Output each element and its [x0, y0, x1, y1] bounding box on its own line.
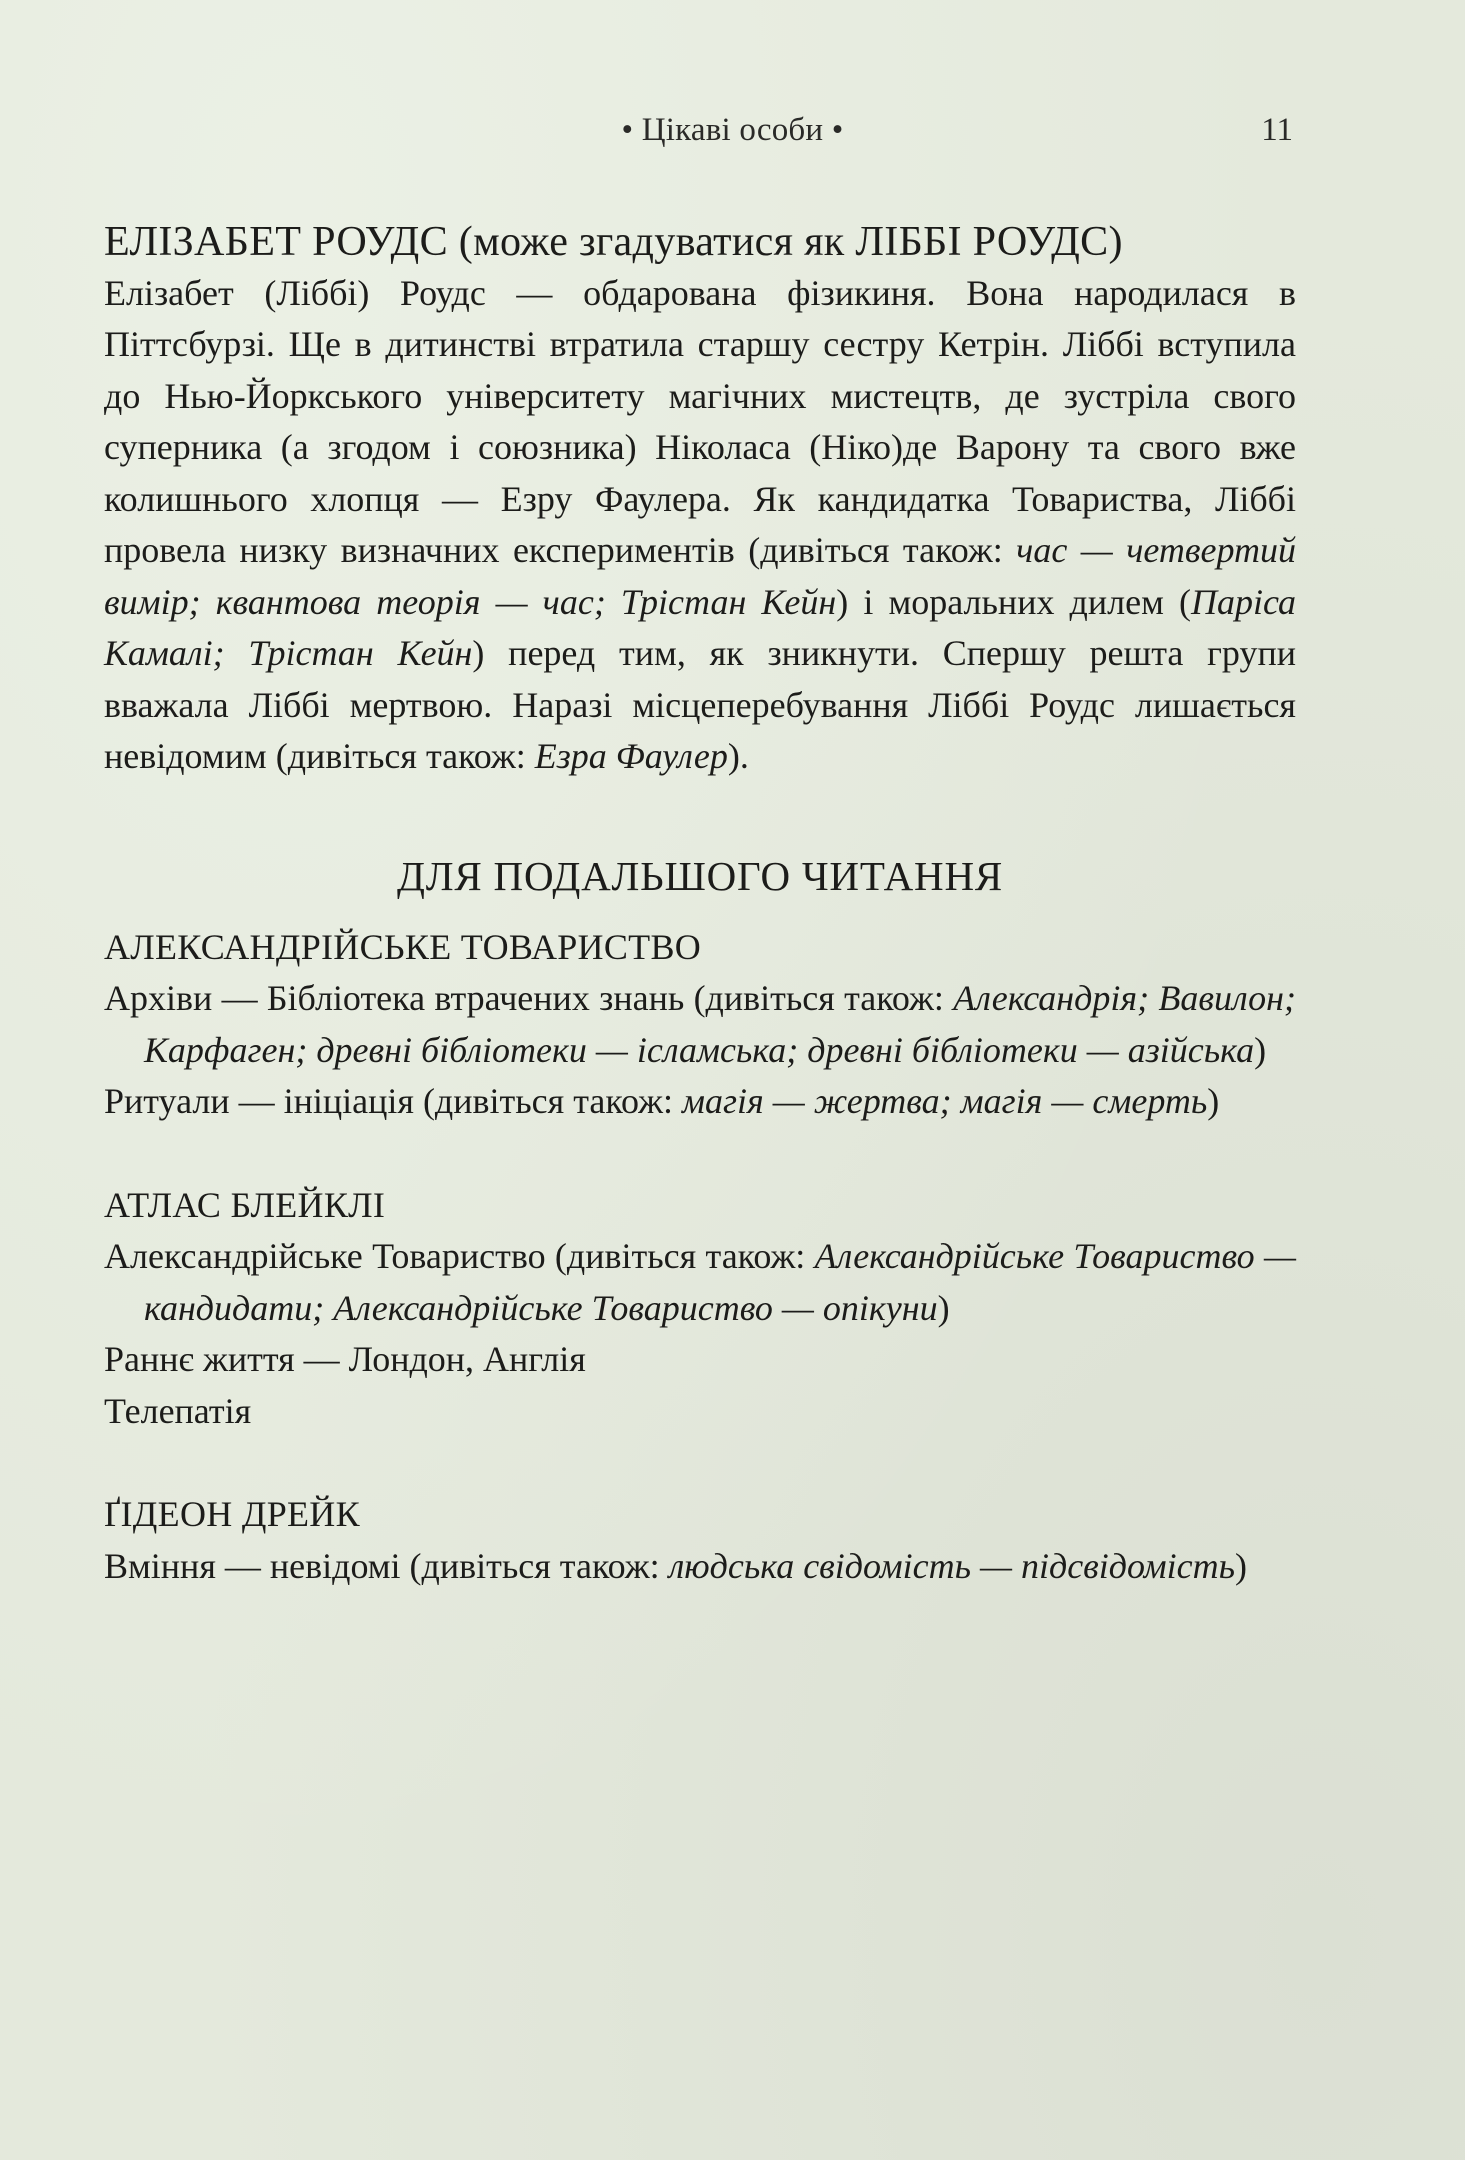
entry-body [104, 268, 1296, 783]
index-item-tail: ) [937, 1287, 950, 1328]
index-item [104, 1334, 1296, 1386]
index-group-heading: АЛЕКСАНДРІЙСЬКЕ ТОВАРИСТВО [104, 926, 702, 967]
index-item-text: Александрійське Товариство (дивіться також: [104, 1236, 815, 1276]
cross-reference: Александрія; Вавилон; Карфаген; древні бібліотеки — ісламська; древні бібліотеки — азійська [144, 978, 1296, 1070]
entry-body-text: ). [727, 736, 749, 776]
cross-reference: Паріса Камалі; Трістан Кейн [104, 581, 1296, 673]
page-content [104, 216, 1296, 1592]
entry-body-text: Елізабет (Ліббі) Роудс — обдарована фізикиня. Вона народилася в Піттсбурзі. Ще в дитинстві втратила старшу сестру Кетрін. Ліббі вступила до Нью-Йоркського університету магічних мистецтв, де зустріла свого суперника (а згодом і союзника) Ніколаса (Ніко)де Варону та свого вже колишнього хлопця — Езру Фаулера. Як кандидатка Товариства, Ліббі провела низку визначних експериментів (дивіться також: [104, 272, 1296, 570]
index-item [104, 1231, 1296, 1334]
index-item-text: Вміння — невідомі (дивіться також: [104, 1545, 669, 1586]
character-entry [104, 216, 1296, 783]
index-item [104, 973, 1296, 1076]
index-group [104, 1489, 1296, 1592]
index-item-tail: ) [1234, 1545, 1247, 1586]
index-item [104, 1386, 1296, 1438]
index-group [104, 1180, 1296, 1438]
section-title: ДЛЯ ПОДАЛЬШОГО ЧИТАННЯ [396, 852, 1003, 899]
index-item-text: Архіви — Бібліотека втрачених знань (дивіться також: [104, 978, 954, 1018]
running-head [0, 112, 1465, 160]
index-item-tail: ) [1207, 1081, 1220, 1121]
index-group-heading: АТЛАС БЛЕЙКЛІ [104, 1184, 386, 1225]
index-item [104, 1541, 1296, 1593]
index-group [104, 922, 1296, 1128]
index-item-text: Ритуали — ініціація (дивіться також: [104, 1081, 682, 1121]
index-group-heading: ҐІДЕОН ДРЕЙК [104, 1494, 360, 1534]
running-head-title: • Цікаві особи • [621, 112, 844, 148]
index-item-text: Раннє життя — Лондон, Англія [104, 1339, 586, 1379]
page-number: 11 [1261, 112, 1293, 148]
entry-body-text: ) і моральних дилем ( [836, 581, 1191, 622]
entry-body-text: ) перед тим, як зникнути. Спершу решта групи вважала Ліббі мертвою. Наразі місцеперебування Ліббі Роудс лишається невідомим (дивіться також: [104, 633, 1296, 776]
entry-heading: ЕЛІЗАБЕТ РОУДС (може згадуватися як ЛІББІ РОУДС) [104, 218, 1123, 265]
cross-reference: магія — жертва; магія — смерть [682, 1081, 1208, 1121]
cross-reference: людська свідомість — підсвідомість [668, 1545, 1235, 1586]
cross-reference: Езра Фаулер [534, 736, 728, 776]
cross-reference: Александрійське Товариство — кандидати; Александрійське Товариство — опікуни [144, 1236, 1296, 1328]
index-item-tail: ) [1254, 1029, 1267, 1070]
index-item-text: Телепатія [104, 1390, 252, 1431]
cross-reference: час — четвертий вимір; квантова теорія — час; Трістан Кейн [104, 530, 1297, 622]
index-item [104, 1076, 1296, 1128]
